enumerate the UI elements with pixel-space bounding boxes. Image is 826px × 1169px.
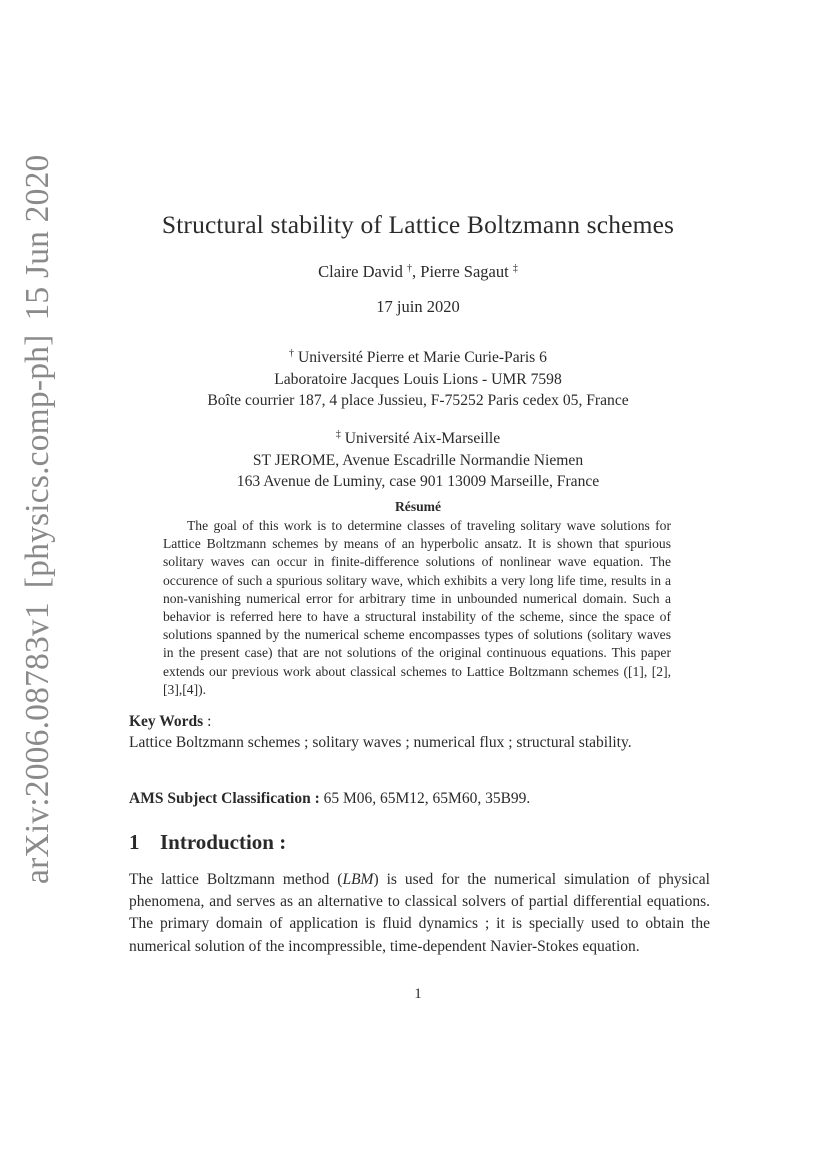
- intro-paragraph: [129, 869, 710, 958]
- author-mark: †: [407, 263, 413, 274]
- affiliation-block: [0, 347, 826, 412]
- ams-label: AMS Subject Classification :: [129, 790, 320, 807]
- affiliation-block: [0, 428, 826, 493]
- keywords-text: Lattice Boltzmann schemes ; solitary waves ; numerical flux ; structural stability.: [129, 734, 632, 751]
- affiliation-line: Boîte courrier 187, 4 place Jussieu, F-75252 Paris cedex 05, France: [207, 392, 629, 409]
- affiliation-university: Université Pierre et Marie Curie-Paris 6: [297, 349, 547, 366]
- affiliation-mark: ‡: [335, 429, 341, 440]
- abstract: [163, 517, 671, 699]
- page-number: 1: [414, 986, 422, 1002]
- section-number: 1: [129, 830, 140, 854]
- affiliation-line: 163 Avenue de Luminy, case 901 13009 Marseille, France: [236, 473, 600, 490]
- abstract-heading: Résumé: [394, 499, 442, 514]
- section-title: Introduction :: [160, 830, 287, 854]
- arxiv-category: [physics.comp-ph]: [19, 334, 56, 589]
- abstract-text: The goal of this work is to determine classes of traveling solitary wave solutions for Lattice Boltzmann schemes by means of an hyperbolic ansatz. It is shown that spurious solitary waves can occur in finite-difference solutions of nonlinear wave equation. The occurence of such a spurious solitary wave, which exhibits a very long life time, results in a non-vanishing numerical error for arbitrary time in unbounded numerical domain. Such a behavior is referred here to have a structural instability of the scheme, since the space of solutions spanned by the numerical scheme encompasses types of solutions (solitary waves in the present case) that are not solutions of the original continuous equations. This paper extends our previous work about classical schemes to Lattice Boltzmann schemes ([1], [2], [3],[4]).: [163, 518, 671, 697]
- keywords-label-colon: :: [203, 713, 212, 730]
- author-name: Pierre Sagaut: [420, 262, 509, 281]
- intro-abbreviation: LBM: [342, 871, 374, 888]
- arxiv-date: 15 Jun 2020: [19, 154, 56, 321]
- author-separator: ,: [412, 262, 421, 281]
- intro-text-part: The lattice Boltzmann method (: [129, 871, 343, 888]
- intro-text: [129, 869, 710, 958]
- paper-title: Structural stability of Lattice Boltzmann schemes: [161, 210, 675, 239]
- section-heading: [129, 830, 286, 855]
- paper-date: 17 juin 2020: [376, 297, 460, 316]
- affiliation-line: ST JEROME, Avenue Escadrille Normandie Niemen: [252, 451, 584, 469]
- author-mark: ‡: [512, 263, 518, 274]
- affiliation-mark: †: [289, 348, 295, 359]
- ams-codes: 65 M06, 65M12, 65M60, 35B99.: [319, 790, 531, 807]
- affiliation-line: [0, 428, 826, 450]
- affiliation-line: [0, 347, 826, 369]
- author-list: [0, 262, 826, 282]
- affiliation-line: Laboratoire Jacques Louis Lions - UMR 7598: [274, 370, 562, 388]
- arxiv-id: arXiv:2006.08783v1: [19, 602, 56, 884]
- keywords-label-text: Key Words: [129, 713, 204, 730]
- intro-text-part: ) is used for the numerical simulation of physical phenomena, and serves as an alternative to classical solvers of partial differential equations. The primary domain of application is fluid dynamics ; it is specially used to obtain the numerical solution of the incompressible, time-dependent Navier-Stokes equation.: [129, 871, 710, 955]
- author-name: Claire David: [318, 262, 403, 281]
- keywords-label: [129, 713, 211, 731]
- ams-classification: [129, 790, 530, 808]
- affiliation-university: Université Aix-Marseille: [344, 430, 501, 447]
